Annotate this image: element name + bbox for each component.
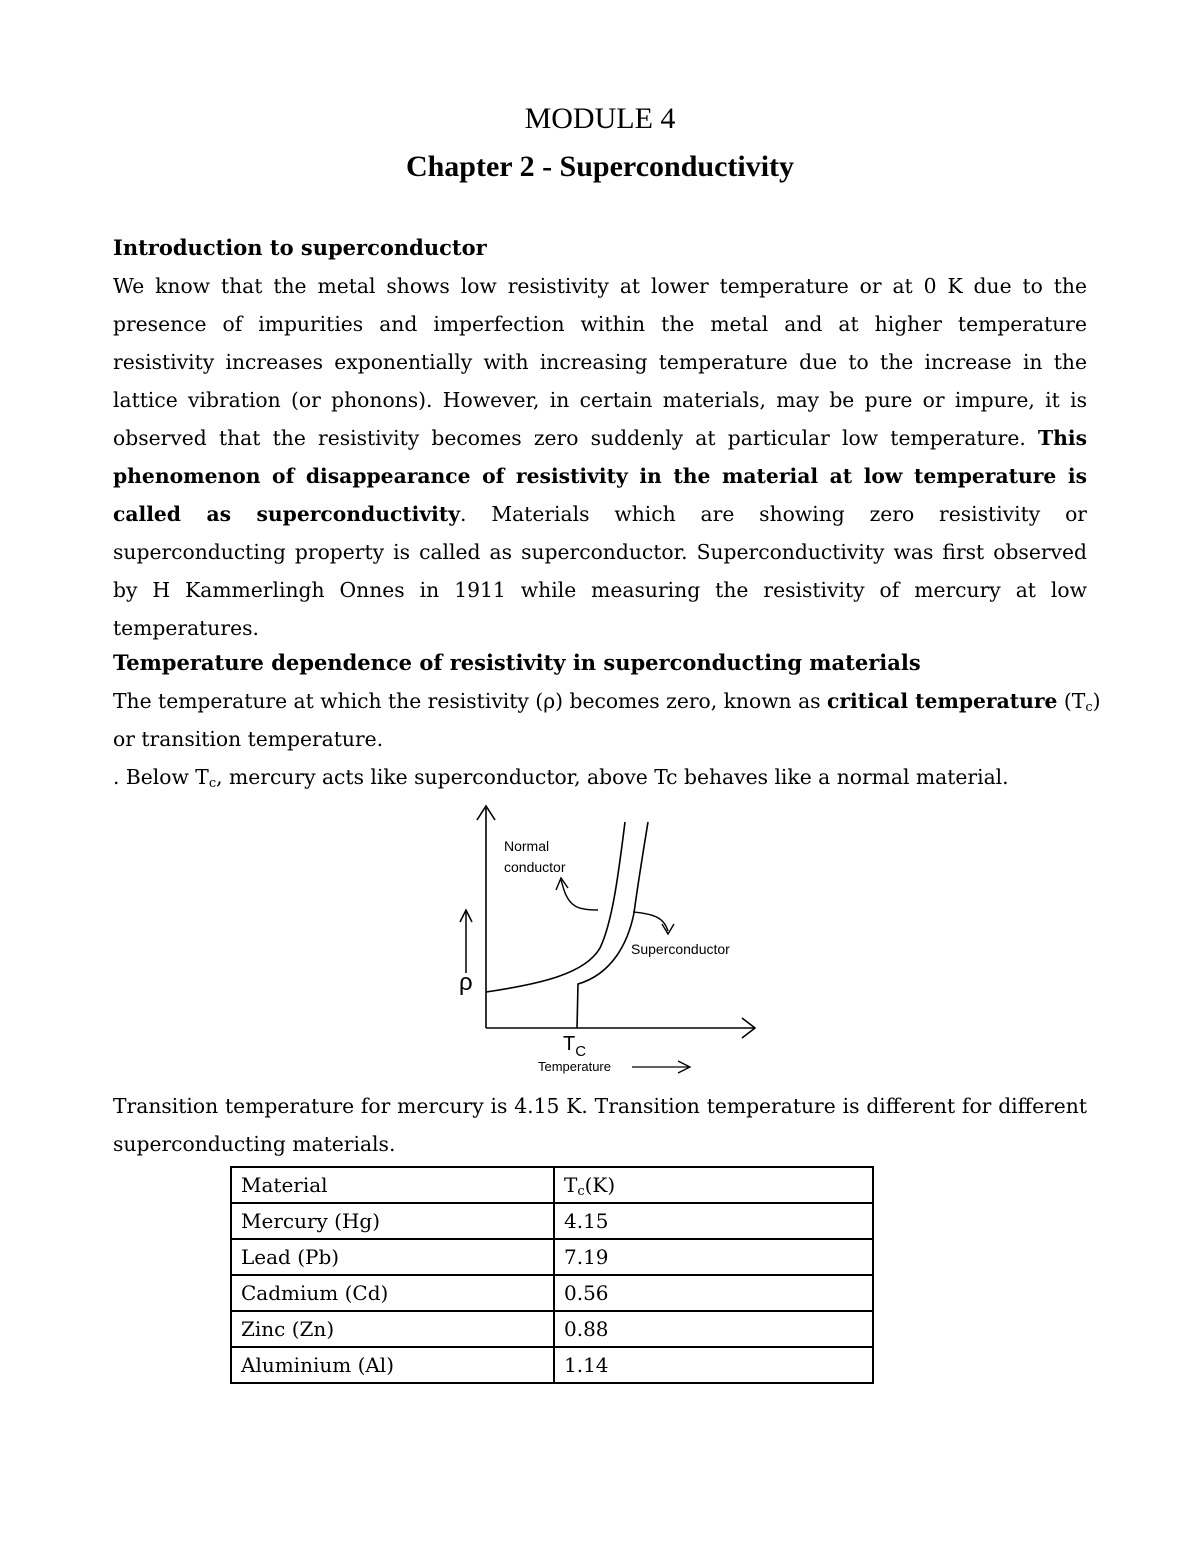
tc-axis-sub: C: [575, 1043, 587, 1060]
table-row: [231, 1275, 873, 1311]
header-tc-main: T: [564, 1173, 578, 1197]
table-header-row: [231, 1167, 873, 1203]
intro-text-2: . Materials which are showing zero resistivity or superconducting property is called as superconductor. Superconductivity was first observed by H Kammerlingh Onnes in 1911 while measuring the resistivity of mercury at low temperatures.: [113, 502, 1087, 640]
tc-cell: 7.19: [554, 1239, 873, 1275]
table-row: [231, 1203, 873, 1239]
intro-paragraph: [113, 267, 1087, 647]
rho-symbol: ρ: [459, 969, 473, 996]
material-cell: Zinc (Zn): [231, 1311, 554, 1347]
critical-temp-text: The temperature at which the resistivity (ρ) becomes zero, known as: [113, 689, 828, 713]
material-cell: Mercury (Hg): [231, 1203, 554, 1239]
below-tc-rest: , mercury acts like superconductor, above Tc behaves like a normal material.: [216, 765, 1009, 789]
superconductivity-definition: This phenomenon of disappearance of resistivity in the material at low temperature is called as superconductivity: [113, 426, 1087, 526]
critical-temperature-line: [113, 682, 1101, 720]
resistivity-temperature-graph: [440, 798, 770, 1080]
transition-temperature-table: [230, 1166, 874, 1384]
module-title: MODULE 4: [524, 102, 676, 135]
normal-pointer: [561, 880, 598, 910]
intro-heading: Introduction to superconductor: [113, 235, 487, 260]
header-tc: [554, 1167, 873, 1203]
intro-text-1: We know that the metal shows low resistivity at lower temperature or at 0 K due to the presence of impurities and imperfection within the metal and at higher temperature resistivity increases exponentially with increasing temperature due to the increase in the lattice vibration (or phonons). However, in certain materials, may be pure or impure, it is observed that the resistivity becomes zero suddenly at particular low temperature.: [113, 274, 1087, 450]
material-cell: Aluminium (Al): [231, 1347, 554, 1383]
tc-close: ): [1092, 689, 1101, 713]
superconductor-label: Superconductor: [631, 941, 730, 957]
tc-axis-label: [563, 1033, 586, 1060]
normal-label-line2: conductor: [504, 859, 566, 875]
below-tc-line: [113, 758, 1009, 796]
tc-axis-main: T: [563, 1033, 576, 1055]
header-tc-unit: (K): [584, 1173, 616, 1197]
tc-cell: 0.88: [554, 1311, 873, 1347]
temperature-dependence-heading: Temperature dependence of resistivity in superconducting materials: [113, 650, 921, 675]
material-cell: Cadmium (Cd): [231, 1275, 554, 1311]
material-cell: Lead (Pb): [231, 1239, 554, 1275]
tc-cell: 0.56: [554, 1275, 873, 1311]
chapter-title: Chapter 2 - Superconductivity: [405, 150, 795, 183]
superconductor-curve: [577, 822, 648, 1028]
below-tc-subscript: c: [208, 776, 217, 791]
transition-temperature-line: or transition temperature.: [113, 727, 384, 751]
critical-temp-term: critical temperature: [827, 689, 1058, 713]
header-material: Material: [231, 1167, 554, 1203]
table-row: [231, 1347, 873, 1383]
table-row: [231, 1239, 873, 1275]
table-row: [231, 1311, 873, 1347]
tc-cell: 4.15: [554, 1203, 873, 1239]
temperature-axis-label: Temperature: [538, 1059, 611, 1074]
normal-label-line1: Normal: [504, 838, 550, 854]
super-pointer: [633, 912, 668, 931]
tc-cell: 1.14: [554, 1347, 873, 1383]
header-tc-sub: c: [577, 1184, 585, 1199]
transition-paragraph: Transition temperature for mercury is 4.15 K. Transition temperature is different for different superconducting materials.: [113, 1094, 1087, 1156]
tc-subscript: c: [1085, 700, 1093, 715]
below-tc-text: . Below T: [113, 765, 209, 789]
tc-open: (T: [1057, 689, 1086, 713]
